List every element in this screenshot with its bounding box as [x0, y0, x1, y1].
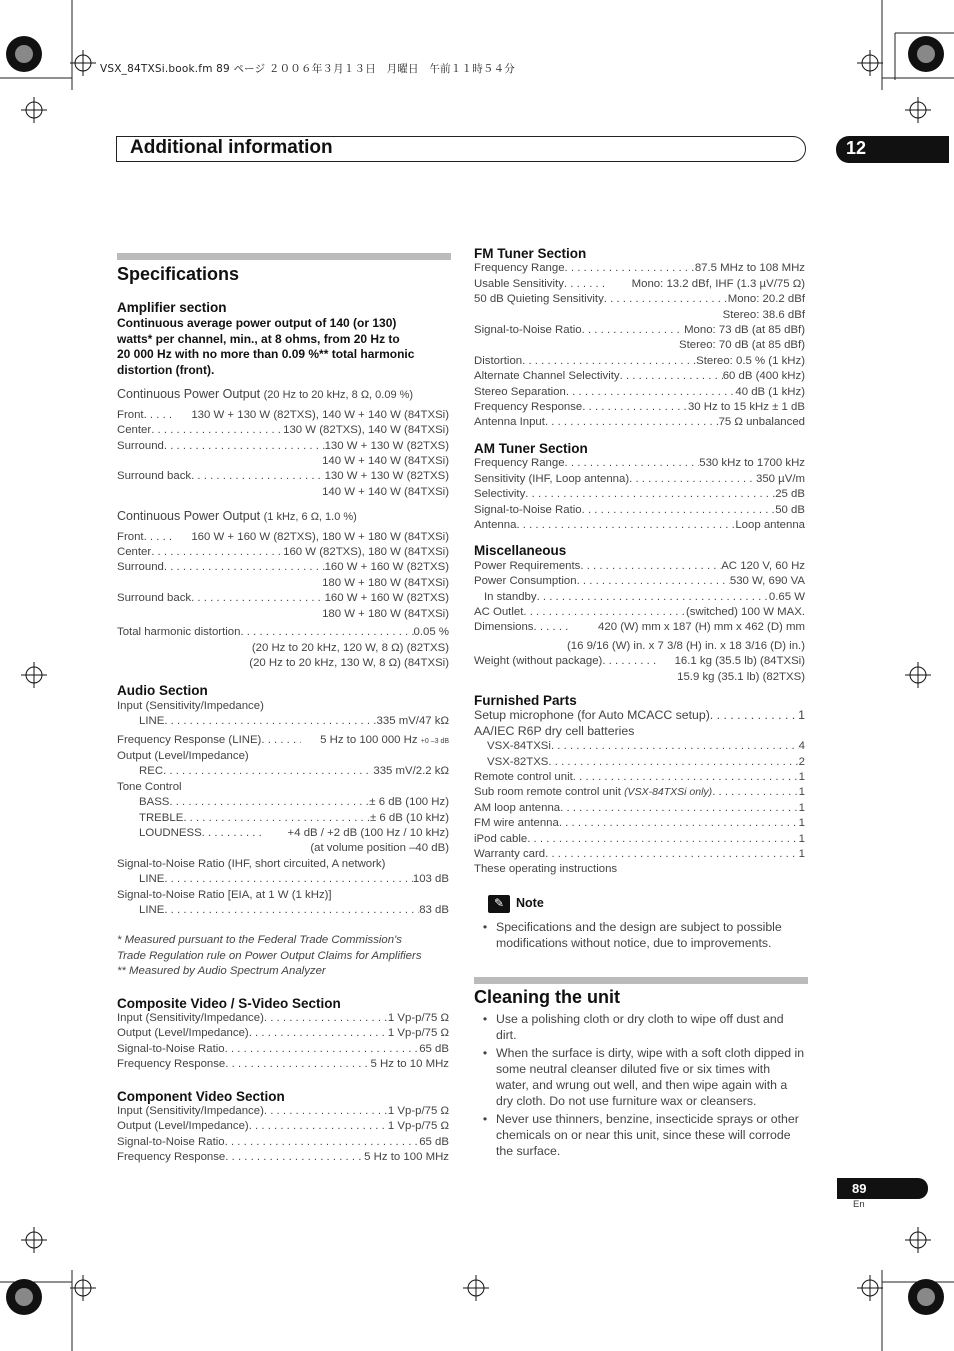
fp-b84: VSX-84TXSi . . . 4 [474, 739, 805, 754]
cleaning-bar [474, 977, 808, 984]
footnote-1: * Measured pursuant to the Federal Trade Commission's [117, 934, 402, 947]
page-number: 89 [837, 1178, 928, 1199]
cpo1-cond: (20 Hz to 20 kHz, 8 Ω, 0.09 %) [263, 389, 414, 402]
fm-acs: Alternate Channel Selectivity . . . 60 dB (400 kHz) [474, 369, 805, 384]
misc-ac-outlet: AC Outlet . . . (switched) 100 W MAX. [474, 605, 805, 620]
footnote-3: ** Measured by Audio Spectrum Analyzer [117, 965, 326, 978]
audio-input: Input (Sensitivity/Impedance) [117, 699, 264, 712]
am-freq-range: Frequency Range . . . 530 kHz to 1700 kHz [474, 456, 805, 471]
fp-sub-remote: Sub room remote control unit (VSX-84TXSi only) . . . 1 [474, 785, 805, 800]
misc-weight: Weight (without package) . . . 16.1 kg (35.5 lb) (84TXSi) [474, 654, 805, 669]
left-column [117, 300, 449, 1166]
fm-heading: FM Tuner Section [474, 246, 587, 261]
tone-loudness-2: (at volume position –40 dB) [310, 842, 449, 855]
audio-line: LINE . . . 335 mV/47 kΩ [117, 714, 449, 729]
fp-remote: Remote control unit . . . 1 [474, 770, 805, 785]
am-selectivity: Selectivity . . . 25 dB [474, 487, 805, 502]
misc-power-cons: Power Consumption . . . 530 W, 690 VA [474, 574, 805, 589]
misc-heading: Miscellaneous [474, 543, 567, 559]
audio-heading: Audio Section [117, 683, 208, 699]
fm-usable-sens: Usable Sensitivity . . . Mono: 13.2 dBf, IHF (1.3 µV/75 Ω) [474, 277, 805, 292]
cpo1-center: Center . . . 130 W (82TXS), 140 W (84TXSi) [117, 423, 449, 438]
fm-distortion: Distortion . . . Stereo: 0.5 % (1 kHz) [474, 354, 805, 369]
cpo1-label: Continuous Power Output [117, 387, 261, 402]
snr-ihf-line: LINE . . . 103 dB [117, 872, 449, 887]
pencil-icon: ✎ [488, 895, 510, 913]
comp-snr: Signal-to-Noise Ratio . . . 65 dB [117, 1135, 449, 1150]
cpo2-surround-back: Surround back . . . 160 W + 160 W (82TXS) [117, 591, 449, 606]
cpo2-surround-back-2: 180 W + 180 W (84TXSi) [322, 607, 449, 620]
fm-antenna: Antenna Input . . . 75 Ω unbalanced [474, 415, 805, 430]
cpo1-surround-2: 140 W + 140 W (84TXSi) [322, 455, 449, 468]
file-info-line: VSX_84TXSi.book.fm 89 ページ ２００６年３月１３日 月曜日 午前１１時５４分 [100, 63, 515, 75]
fp-warranty: Warranty card . . . 1 [474, 847, 805, 862]
fm-freq-range: Frequency Range . . . 87.5 MHz to 108 MHz [474, 261, 805, 276]
cv-input: Input (Sensitivity/Impedance) . . . 1 Vp-p/75 Ω [117, 1011, 449, 1026]
fm-snr-2: Stereo: 70 dB (at 85 dBf) [678, 339, 805, 352]
fp-microphone: Setup microphone (for Auto MCACC setup) . . . 1 [474, 708, 805, 723]
fp-b82: VSX-82TXS . . . 2 [474, 755, 805, 770]
specifications-bar [117, 253, 451, 260]
cpo2-surround: Surround . . . 160 W + 160 W (82TXS) [117, 560, 449, 575]
fm-quieting-2: Stereo: 38.6 dBf [722, 308, 805, 321]
amp-line-4: distortion (front). [117, 362, 215, 377]
comp-output: Output (Level/Impedance) . . . 1 Vp-p/75 Ω [117, 1119, 449, 1134]
specifications-heading: Specifications [117, 264, 240, 284]
note-title: Note [516, 896, 544, 911]
snr-eia-line: LINE . . . 83 dB [117, 903, 449, 918]
page-title: Additional information [130, 137, 333, 158]
cpo2-cond: (1 kHz, 6 Ω, 1.0 %) [263, 511, 357, 524]
cpo1-surround-back: Surround back . . . 130 W + 130 W (82TXS) [117, 469, 449, 484]
corner-target-bl [6, 1279, 42, 1315]
corner-target-tr [908, 36, 944, 72]
misc-power-req: Power Requirements . . . AC 120 V, 60 Hz [474, 559, 805, 574]
note-bullet: • Specifications and the design are subject to possible modifications without notice, due to improvements. [474, 919, 805, 951]
fp-ipod: iPod cable . . . 1 [474, 832, 805, 847]
cpo2-surround-2: 180 W + 180 W (84TXSi) [322, 576, 449, 589]
fm-separation: Stereo Separation . . . 40 dB (1 kHz) [474, 385, 805, 400]
fm-quieting: 50 dB Quieting Sensitivity . . . Mono: 20.2 dBf [474, 292, 805, 307]
misc-dimensions: Dimensions . . . 420 (W) mm x 187 (H) mm x 462 (D) mm [474, 620, 805, 635]
comp-freq: Frequency Response . . . 5 Hz to 100 MHz [117, 1150, 449, 1165]
am-snr: Signal-to-Noise Ratio . . . 50 dB [474, 503, 805, 518]
audio-output: Output (Level/Impedance) [117, 749, 249, 762]
footnote-2: Trade Regulation rule on Power Output Claims for Amplifiers [117, 949, 422, 962]
note-text: Specifications and the design are subject to possible modifications without notice, due to improvements. [496, 919, 782, 950]
cleaning-list [474, 1011, 806, 1159]
misc-dimensions-2: (16 9/16 (W) in. x 7 3/8 (H) in. x 18 3/16 (D) in.) [566, 639, 805, 652]
snr-eia: Signal-to-Noise Ratio [EIA, at 1 W (1 kHz)] [117, 888, 332, 901]
cpo1-front: Front . . . 130 W + 130 W (82TXS), 140 W + 140 W (84TXSi) [117, 408, 449, 423]
cpo2-label: Continuous Power Output [117, 509, 261, 524]
component-video-heading: Component Video Section [117, 1088, 285, 1104]
cpo2-heading [117, 509, 449, 525]
audio-freq-response: Frequency Response (LINE) . . . 5 Hz to 100 000 Hz +0 –3 dB [117, 733, 449, 749]
corner-target-tl [6, 36, 42, 72]
language-code: En [853, 1199, 865, 1210]
thd: Total harmonic distortion . . . 0.05 % [117, 625, 449, 640]
cleaning-bullet-3: • Never use thinners, benzine, insecticide sprays or other chemicals on or near this unit, since these will corrode the surface. [482, 1112, 799, 1158]
chapter-number: 12 [836, 136, 949, 163]
fm-snr: Signal-to-Noise Ratio . . . Mono: 73 dB (at 85 dBf) [474, 323, 805, 338]
amp-line-3: 20 000 Hz with no more than 0.09 %** total harmonic [117, 347, 415, 362]
cv-freq: Frequency Response . . . 5 Hz to 10 MHz [117, 1057, 449, 1072]
fp-batteries: AA/IEC R6P dry cell batteries [474, 723, 635, 738]
audio-rec: REC . . . 335 mV/2.2 kΩ [117, 764, 449, 779]
snr-ihf: Signal-to-Noise Ratio (IHF, short circuited, A network) [117, 857, 386, 870]
am-sensitivity: Sensitivity (IHF, Loop antenna) . . . 350 µV/m [474, 472, 805, 487]
composite-video-heading: Composite Video / S-Video Section [117, 995, 341, 1011]
tone-control: Tone Control [117, 780, 182, 793]
misc-standby: In standby . . . 0.65 W [474, 590, 805, 605]
fp-instructions: These operating instructions [474, 863, 618, 876]
comp-input: Input (Sensitivity/Impedance) . . . 1 Vp-p/75 Ω [117, 1104, 449, 1119]
right-column [474, 246, 805, 951]
cleaning-bullet-1: • Use a polishing cloth or dry cloth to wipe off dust and dirt. [482, 1012, 784, 1042]
cv-snr: Signal-to-Noise Ratio . . . 65 dB [117, 1042, 449, 1057]
fm-freq-response: Frequency Response . . . 30 Hz to 15 kHz ± 1 dB [474, 400, 805, 415]
note-header [474, 895, 805, 913]
furnished-heading: Furnished Parts [474, 692, 577, 708]
cpo1-surround-back-2: 140 W + 140 W (84TXSi) [322, 485, 449, 498]
cpo1-surround: Surround . . . 130 W + 130 W (82TXS) [117, 439, 449, 454]
am-antenna: Antenna . . . Loop antenna [474, 518, 805, 533]
cpo1-heading [117, 387, 449, 403]
amp-line-1: Continuous average power output of 140 (or 130) [117, 316, 397, 331]
tone-bass: BASS . . . ± 6 dB (100 Hz) [117, 795, 449, 810]
amp-heading: Amplifier section [117, 300, 227, 315]
cpo2-center: Center . . . 160 W (82TXS), 180 W (84TXSi) [117, 545, 449, 560]
cleaning-bullet-2: • When the surface is dirty, wipe with a soft cloth dipped in some neutral cleanser diluted five or six times with water, and wrung out well, and then wipe again with a dry cloth. Do not use furniture wax or cleansers. [482, 1046, 805, 1108]
cleaning-heading: Cleaning the unit [474, 987, 620, 1007]
am-heading: AM Tuner Section [474, 440, 588, 456]
thd-3: (20 Hz to 20 kHz, 130 W, 8 Ω) (84TXSi) [249, 656, 449, 669]
fp-fm-antenna: FM wire antenna . . . 1 [474, 816, 805, 831]
cv-output: Output (Level/Impedance) . . . 1 Vp-p/75 Ω [117, 1026, 449, 1041]
misc-weight-2: 15.9 kg (35.1 lb) (82TXS) [677, 670, 805, 683]
fp-am-antenna: AM loop antenna . . . 1 [474, 801, 805, 816]
thd-2: (20 Hz to 20 kHz, 120 W, 8 Ω) (82TXS) [251, 641, 449, 654]
corner-target-br [908, 1279, 944, 1315]
tone-treble: TREBLE . . . ± 6 dB (10 kHz) [117, 811, 449, 826]
cpo2-front: Front . . . 160 W + 160 W (82TXS), 180 W + 180 W (84TXSi) [117, 530, 449, 545]
tone-loudness: LOUDNESS . . . +4 dB / +2 dB (100 Hz / 10 kHz) [117, 826, 449, 841]
amp-line-2: watts* per channel, min., at 8 ohms, from 20 Hz to [117, 331, 400, 346]
